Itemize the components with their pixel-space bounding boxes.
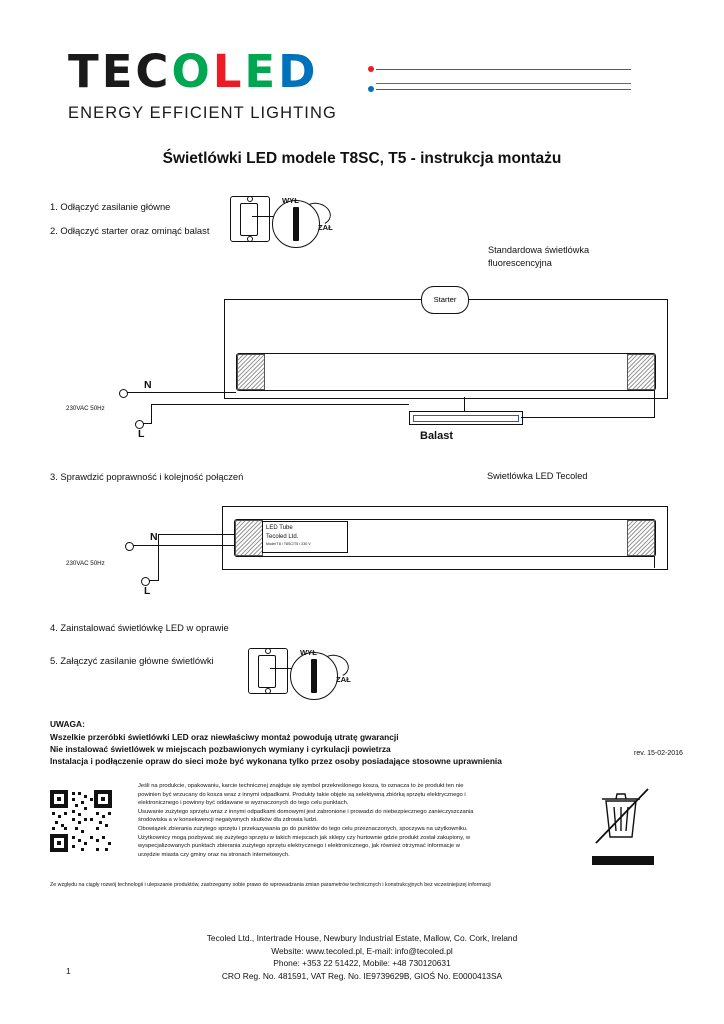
qr-code [50,790,112,852]
terminal-neutral-1 [119,389,128,398]
warning-line-2: Nie instalować świetlówek w miejscach pozbawionych wymiany i cyrkulacji powietrza [50,744,391,754]
logo-decorative-lines [360,58,650,100]
logo-text-l: L [212,45,245,98]
footer-address: Tecoled Ltd., Intertrade House, Newbury Industrial Estate, Mallow, Co. Cork, Ireland [206,933,518,943]
switch-off-label: WYŁ [282,196,299,205]
led-tube-label-line2: Tecoled Ltd. [266,534,299,540]
step-2-text: 2. Odłączyć starter oraz ominąć balast [50,225,210,236]
switch-rocker-2 [258,655,276,688]
legal-text [138,782,578,859]
step-3-text: 3. Sprawdzić poprawność i kolejność połączeń [50,471,244,482]
disclaimer-text: Ze względu na ciągły rozwój technologii i ulepszanie produktów, zastrzegamy sobie prawo do wprowadzania zmian parametrów technicznych i konstrukcyjnych bez wcześniejszej informacji [50,882,491,888]
starter-component: Starter [421,286,469,314]
switch-screw-bottom-2 [265,688,271,694]
terminal-neutral-2 [125,542,134,551]
diagram1-supply-label: 230VAC 50Hz [66,405,105,412]
led-tube-label [262,521,348,553]
diagram2-caption: Swietlówka LED Tecoled [487,471,588,481]
tube-end-cap-left [237,354,265,390]
led-tube-label-line3: Model T8 / T8SC/T5 / 230 V [266,542,311,546]
footer-registration: CRO Reg. No. 481591, VAT Reg. No. IE9739629B, GIOŚ No. E0000413SA [221,970,503,981]
switch-screw-top [247,196,253,202]
legal-line-7: Użytkownicy mogą pozbywać się zużytego sprzętu w takich miejscach jak sklepy czy hurtownie gdzie produkt został zakupiony, w [138,834,471,841]
diagram1-caption-line1: Standardowa świetlówka [488,245,590,255]
legal-line-9: urzędzie miasta czy gminy oraz na stronach internetowych. [138,851,290,858]
diagram2-live-label: L [144,585,151,597]
wire-neutral-1 [125,392,236,393]
logo-tagline: ENERGY EFFICIENT LIGHTING [68,104,337,122]
diagram1-caption-line2: fluorescencyjna [488,258,552,268]
weee-solid-bar [592,856,654,865]
warning-heading: UWAGA: [50,719,85,729]
diagram1-live-label: L [138,428,145,440]
led-tube-label-line1: LED Tube [266,525,293,531]
legal-line-1: Jeśli na produkcie, opakowaniu, karcie technicznej znajduje się symbol przekreślonego kosza, to oznacza to że produkt ten nie [138,783,464,789]
diagram1-ballast-label: Balast [420,430,454,442]
tube-end-cap-right [627,354,655,390]
legal-line-5: środowiska a w konsekwencji negatywnych skutków dla zdrowia ludzi. [138,817,318,824]
wall-switch-plate [230,196,270,242]
wire-live-riser-2 [158,534,159,581]
logo-dot-blue [368,86,374,92]
diagram1-neutral-label: N [144,379,152,391]
footer-phone: Phone: +353 22 51422, Mobile: +48 730120631 [273,958,451,968]
logo-wordmark [68,45,358,98]
switch-rocker [240,203,258,236]
ballast-component [409,411,523,425]
diagram2-neutral-label: N [150,531,158,543]
switch-screw-bottom [247,236,253,242]
logo-line-green [376,83,631,84]
switch-on-label-2: ZAŁ [336,675,351,684]
fluorescent-tube [236,353,656,391]
legal-line-8: wyspecjalizowanych punktach zbierania zużytego sprzętu elektrycznego i elektronicznego, jak również otrzymać informacje w [138,843,460,850]
diagram2-supply-label: 230VAC 50Hz [66,560,105,567]
legal-line-2: powinien być wrzucany do kosza wraz z innymi odpadkami. Produkty takie objęte są selektywną zbiórką sprzętu elektrycznego i [138,791,466,798]
wire-right-2 [654,556,655,568]
logo-text-e: E [244,45,279,98]
step-5-text: 5. Załączyć zasilanie główne świetlówki [50,655,214,666]
logo-line-blue [376,89,631,90]
wire-ballast-right [521,417,655,418]
wire-ballast-to-tube [464,397,465,411]
switch-on-label: ZAŁ [318,223,333,232]
wire-neutral-2 [131,545,234,546]
logo-dot-red [368,66,374,72]
footer-website: Website: www.tecoled.pl, E-mail: info@tecoled.pl [271,945,453,956]
footer-block [0,932,724,982]
led-tube-end-cap-left [235,520,263,556]
legal-line-4: Usuwanie zużytego sprzętu wraz z innymi odpadkami domowymi jest zabronione i prowadzi do niebezpiecznego zanieczyszczania [138,808,474,815]
ballast-coil [413,415,519,422]
warning-line-1: Wszelkie przeróbki świetlówki LED oraz niewłaściwy montaż powodują utratę gwarancji [50,732,399,742]
logo-text-o: O [171,45,213,98]
revision-label: rev. 15-02-2016 [634,750,683,757]
step-4-text: 4. Zainstalować świetlówkę LED w oprawie [50,622,229,633]
legal-line-6: Obowiązek zbierania zużytego sprzętu i przekazywania go do punktów do tego celu przeznaczonych, spoczywa na użytkowniku. [138,825,468,832]
switch-screw-top-2 [265,648,271,654]
warning-line-3: Instalacja i podłączenie opraw do sieci może być wykonana tylko przez osoby posiadające stosowne uprawnienia [50,756,502,766]
brand-logo [68,45,358,123]
wire-live-riser-1 [151,404,152,424]
page-number: 1 [66,966,71,976]
led-tube-end-cap-right [627,520,655,556]
logo-text-d: D [278,45,319,98]
wall-switch-plate-2 [248,648,288,694]
switch-off-label-2: WYŁ [300,648,317,657]
page-title: Świetlówki LED modele T8SC, T5 - instrukcja montażu [162,150,562,167]
legal-line-3: elektronicznego i powinny być oddawane w wyznaczonych do tego celu punktach. [138,800,349,807]
wire-live-top-1 [151,404,409,405]
logo-text-tec: TEC [68,45,172,98]
weee-bin-svg [592,785,654,857]
wire-right-riser [654,390,655,418]
dial-bar-2 [311,659,317,693]
wire-live-top-2 [158,534,234,535]
dial-bar [293,207,299,241]
step-1-text: 1. Odłączyć zasilanie główne [50,201,171,212]
logo-line-red [376,69,631,70]
weee-crossed-bin-icon [592,785,654,865]
